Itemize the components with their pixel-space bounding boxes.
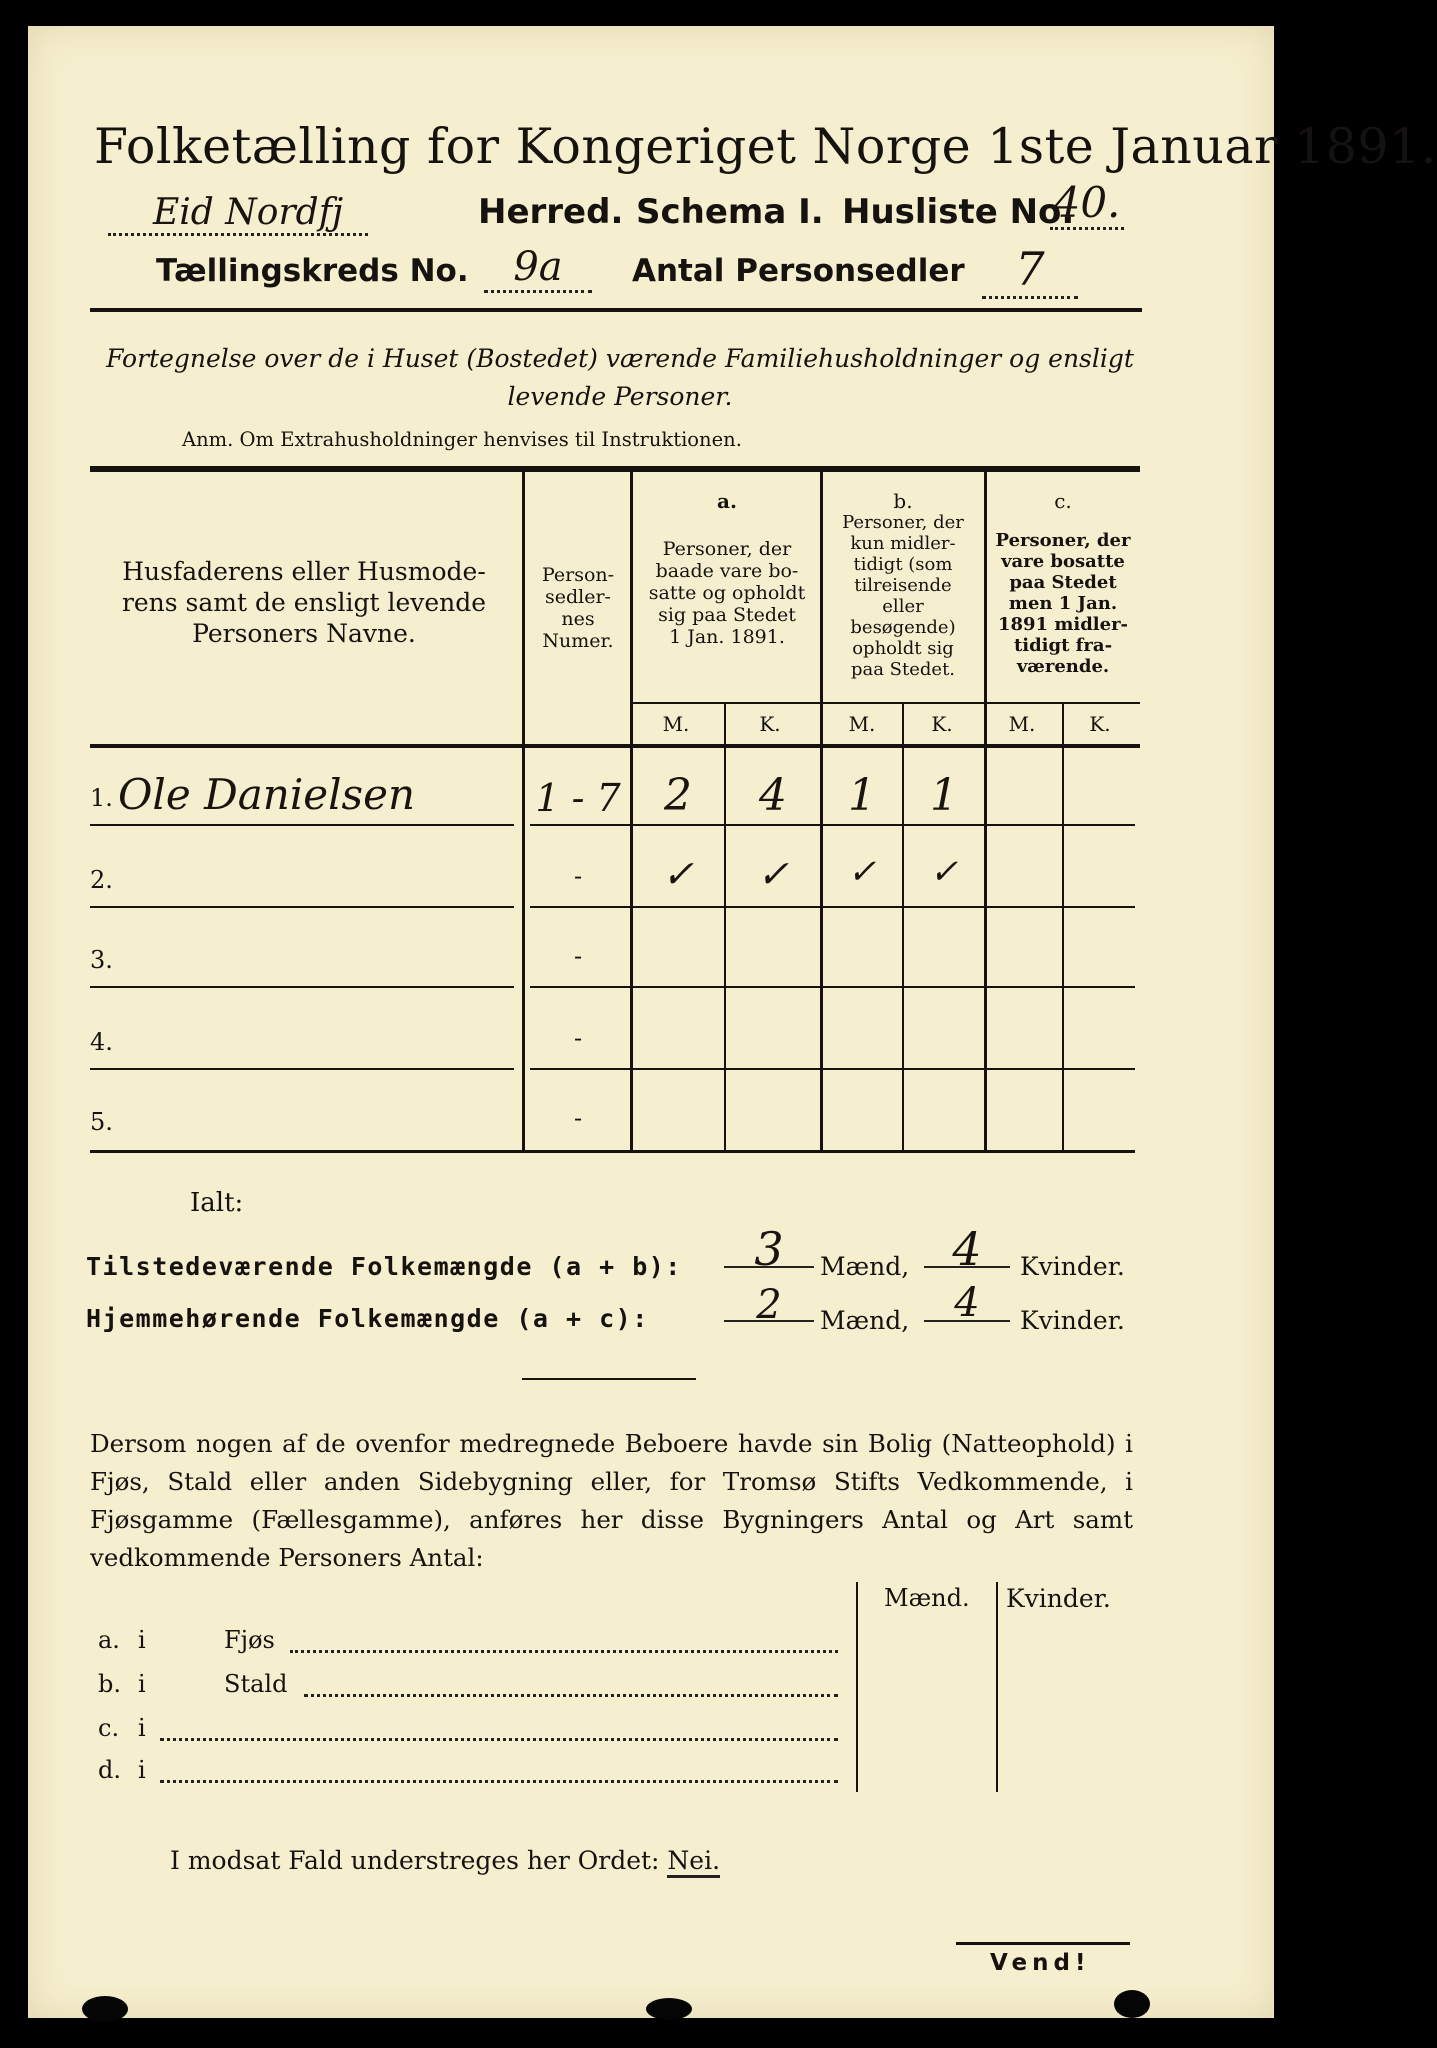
subtitle <box>90 340 1150 416</box>
census-form-page <box>28 26 1437 2018</box>
husliste-label: Husliste No. <box>842 192 1075 232</box>
person-numer: - <box>573 942 583 970</box>
row-rule <box>90 906 514 908</box>
husliste-value: 40. <box>1050 178 1124 230</box>
header-a-k: K. <box>759 712 781 736</box>
ink-blot <box>82 1996 128 2022</box>
row-rule <box>90 986 514 988</box>
row-number: 1. <box>90 784 113 812</box>
schema-label: Schema I. <box>636 192 824 232</box>
col-divider <box>522 472 525 1152</box>
cell-b-m: 1 <box>848 770 876 821</box>
ink-blot <box>1114 1990 1150 2018</box>
herred-label: Herred. <box>478 192 624 232</box>
mk-header-rule <box>632 702 1140 704</box>
kreds-value: 9a <box>484 244 592 293</box>
footer-instruction: I modsat Fald understreges her Ordet: Nei. <box>170 1846 720 1875</box>
separator-rule <box>522 1378 696 1380</box>
col-divider <box>820 472 823 1152</box>
header-a-m: M. <box>662 712 690 736</box>
row-rule <box>90 824 514 826</box>
total-resident-label: Hjemmehørende Folkemængde (a + c): <box>86 1304 649 1333</box>
dotted-line <box>290 1650 838 1653</box>
personsedler-value: 7 <box>982 242 1078 299</box>
person-numer: - <box>573 862 583 890</box>
herred-line <box>108 192 368 236</box>
header-a-letter: a. <box>717 489 737 513</box>
row-rule <box>530 986 1135 988</box>
col-divider <box>996 1582 998 1792</box>
person-numer: - <box>573 1104 583 1132</box>
col-divider-mk <box>1062 704 1064 1152</box>
table-top-rule <box>90 466 1140 472</box>
maend-label: Mænd, <box>820 1306 910 1335</box>
outbuilding-item: a. i Fjøs <box>98 1626 275 1654</box>
total-resident-maend: 2 <box>756 1282 782 1328</box>
cell-b-k: 1 <box>930 770 958 821</box>
col-divider-mk <box>902 704 904 1152</box>
kvinder-label: Kvinder. <box>1020 1252 1125 1281</box>
form-title: Folketælling for Kongeriget Norge 1ste Januar 1891. <box>94 118 1437 175</box>
anm-note: Anm. Om Extrahusholdninger henvises til Instruktionen. <box>182 428 742 451</box>
nei-word: Nei. <box>667 1846 720 1878</box>
col-divider-mk <box>724 704 726 1152</box>
header-b: Personer, der kun midler- tidigt (som tilreisende eller besøgende) opholdt sig paa Stedet. <box>842 512 964 680</box>
table-bottom-rule <box>90 1150 1135 1153</box>
header-c-k: K. <box>1089 712 1111 736</box>
row-number: 4. <box>90 1028 113 1056</box>
cell-a-k: 4 <box>759 770 787 821</box>
outbuilding-item: c. i <box>98 1714 146 1742</box>
col-divider <box>856 1582 858 1792</box>
total-present-kvinder: 4 <box>952 1222 982 1276</box>
dotted-line <box>160 1780 838 1783</box>
dotted-line <box>304 1694 838 1697</box>
col-divider <box>630 472 633 1152</box>
col-divider <box>984 472 987 1152</box>
row-rule <box>90 1068 514 1070</box>
col-kvinder-header: Kvinder. <box>1006 1584 1111 1613</box>
row-rule <box>530 1068 1135 1070</box>
person-numer: - <box>573 1024 583 1052</box>
dotted-line <box>160 1738 838 1741</box>
header-b-m: M. <box>848 712 876 736</box>
header-names: Husfaderens eller Husmode- rens samt de ensligt levende Personers Navne. <box>121 557 487 648</box>
row-number: 2. <box>90 866 113 894</box>
header-b-k: K. <box>931 712 953 736</box>
check-mark-b-k: ✓ <box>929 852 959 892</box>
check-mark-a-k: ✓ <box>757 852 789 896</box>
total-present-maend: 3 <box>754 1222 784 1276</box>
table-header-rule <box>90 744 1140 748</box>
header-rule <box>90 308 1142 312</box>
col-maend-header: Mænd. <box>884 1584 970 1612</box>
header-c-m: M. <box>1008 712 1036 736</box>
header-b-letter: b. <box>893 489 913 513</box>
header-c-letter: c. <box>1054 489 1072 513</box>
vend-label: Vend! <box>990 1950 1091 1976</box>
outbuilding-item: d. i <box>98 1756 146 1784</box>
row-rule <box>530 906 1135 908</box>
total-present-label: Tilstedeværende Folkemængde (a + b): <box>86 1252 682 1281</box>
vend-rule <box>956 1942 1130 1945</box>
maend-label: Mænd, <box>820 1252 910 1281</box>
kreds-label: Tællingskreds No. <box>156 253 469 289</box>
row-number: 3. <box>90 946 113 974</box>
ink-blot <box>646 1998 692 2020</box>
person-name: Ole Danielsen <box>118 770 416 819</box>
kvinder-label: Kvinder. <box>1020 1306 1125 1335</box>
check-mark-a-m: ✓ <box>662 852 694 896</box>
ialt-label: Ialt: <box>190 1188 244 1218</box>
subtitle-line-2: levende Personer. <box>507 382 733 411</box>
personsedler-label: Antal Personsedler <box>632 253 965 289</box>
header-c: Personer, der vare bosatte paa Stedet men 1 Jan. 1891 midler- tidigt fra- værende. <box>995 530 1131 677</box>
header-numer: Person- sedler- nes Numer. <box>541 564 615 652</box>
cell-a-m: 2 <box>664 770 692 821</box>
herred-value: Eid Nordfj <box>108 192 368 236</box>
header-a: Personer, der baade vare bo- satte og opholdt sig paa Stedet 1 Jan. 1891. <box>648 538 806 648</box>
row-rule <box>530 824 1135 826</box>
row-number: 5. <box>90 1108 113 1136</box>
person-numer: 1 - 7 <box>535 776 621 820</box>
subtitle-line-1: Fortegnelse over de i Huset (Bostedet) værende Familiehusholdninger og ensligt <box>106 344 1134 373</box>
outbuildings-paragraph: Dersom nogen af de ovenfor medregnede Beboere havde sin Bolig (Natteophold) i Fjøs, Stald eller anden Sidebygning eller, for Tromsø Stifts Vedkommende, i Fjøsgamme (Fællesgamme), anføres her disse Bygningers Antal og Art samt vedkommende Personers Antal: <box>90 1429 1133 1572</box>
outbuilding-item: b. i Stald <box>98 1670 288 1698</box>
total-resident-kvinder: 4 <box>954 1280 980 1326</box>
check-mark-b-m: ✓ <box>847 852 877 892</box>
